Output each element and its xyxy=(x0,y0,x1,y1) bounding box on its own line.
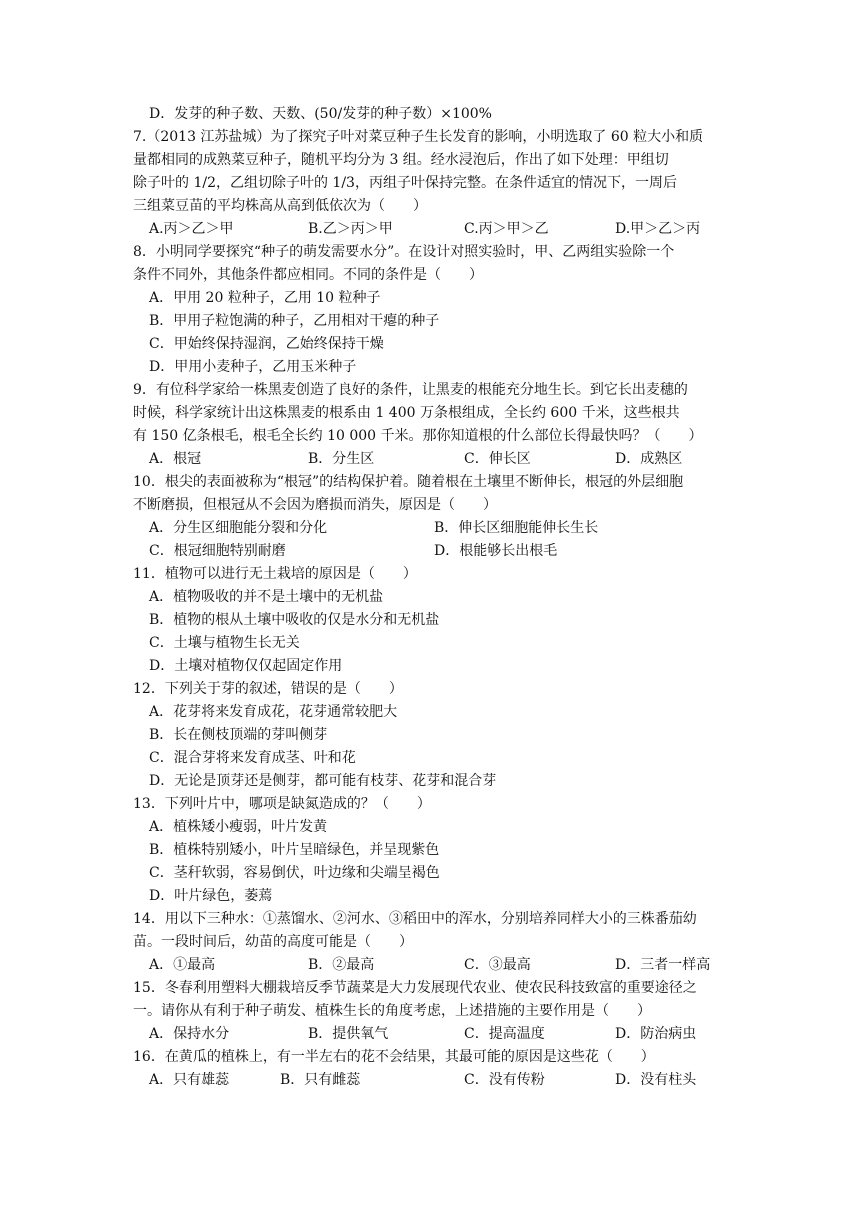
q12-stem: 12．下列关于芽的叙述，错误的是（ ） xyxy=(133,681,403,697)
q7-option-d: D.甲＞乙＞丙 xyxy=(615,221,701,237)
q8-stem-line-2: 条件不同外，其他条件都应相同。不同的条件是（ ） xyxy=(133,267,483,283)
q11-option-d: D．土壤对植物仅仅起固定作用 xyxy=(149,658,343,674)
q14-option-d: D．三者一样高 xyxy=(615,957,711,973)
q7-stem-line-2: 量都相同的成熟菜豆种子，随机平均分为 3 组。经水浸泡后，作出了如下处理：甲组切 xyxy=(133,152,669,168)
q8-stem-line-1: 8．小明同学要探究“种子的萌发需要水分”。在设计对照实验时，甲、乙两组实验除一个 xyxy=(133,244,675,260)
q16-option-a: A．只有雄蕊 xyxy=(149,1072,230,1088)
q10-option-b: B．伸长区细胞能伸长生长 xyxy=(434,520,599,536)
q13-option-d: D．叶片绿色，萎蔫 xyxy=(149,888,273,904)
q8-option-b: B．甲用子粒饱满的种子，乙用相对干瘪的种子 xyxy=(149,313,440,329)
q7-stem-line-1: 7.（2013 江苏盐城）为了探究子叶对菜豆种子生长发育的影响，小明选取了 60 粒大小和质 xyxy=(133,129,704,145)
q13-stem: 13．下列叶片中，哪项是缺氮造成的？（ ） xyxy=(133,796,431,812)
q7-option-a: A.丙＞乙＞甲 xyxy=(149,221,234,237)
q12-option-b: B．长在侧枝顶端的芽叫侧芽 xyxy=(149,727,328,743)
q8-option-c: C．甲始终保持湿润，乙始终保持干燥 xyxy=(149,336,384,352)
q8-option-d: D．甲用小麦种子，乙用玉米种子 xyxy=(149,359,357,375)
q8-option-a: A．甲用 20 粒种子，乙用 10 粒种子 xyxy=(149,290,381,306)
q9-option-d: D．成熟区 xyxy=(615,451,683,467)
q11-option-b: B．植物的根从土壤中吸收的仅是水分和无机盐 xyxy=(149,612,440,628)
q11-option-c: C．土壤与植物生长无关 xyxy=(149,635,300,651)
q15-stem-line-1: 15．冬春利用塑料大棚栽培反季节蔬菜是大力发展现代农业、使农民科技致富的重要途径之 xyxy=(133,980,697,996)
q10-stem-line-2: 不断磨损，但根冠从不会因为磨损而消失，原因是（ ） xyxy=(133,497,497,513)
q7-option-b: B.乙＞丙＞甲 xyxy=(308,221,393,237)
q9-option-c: C．伸长区 xyxy=(464,451,531,467)
q9-stem-line-2: 时候，科学家统计出这株黑麦的根系由 1 400 万条根组成，全长约 600 千米，这些根共 xyxy=(133,405,680,421)
q9-option-b: B．分生区 xyxy=(308,451,375,467)
q9-stem-line-1: 9．有位科学家给一株黑麦创造了良好的条件，让黑麦的根能充分地生长。到它长出麦穗的 xyxy=(133,382,688,398)
q14-stem-line-2: 苗。一段时间后，幼苗的高度可能是（ ） xyxy=(133,934,413,950)
q15-stem-line-2: 一。请你从有利于种子萌发、植株生长的角度考虑，上述措施的主要作用是（ ） xyxy=(133,1003,651,1019)
q13-option-c: C．茎秆软弱，容易倒伏，叶边缘和尖端呈褐色 xyxy=(149,865,440,881)
q15-option-b: B．提供氧气 xyxy=(308,1026,389,1042)
q11-stem: 11．植物可以进行无土栽培的原因是（ ） xyxy=(133,566,417,582)
q16-stem: 16．在黄瓜的植株上，有一半左右的花不会结果，其最可能的原因是这些花（ ） xyxy=(133,1049,655,1065)
q14-option-b: B．②最高 xyxy=(308,957,375,973)
q12-option-d: D．无论是顶芽还是侧芽，都可能有枝芽、花芽和混合芽 xyxy=(149,773,497,789)
q14-option-c: C．③最高 xyxy=(464,957,531,973)
q9-option-a: A．根冠 xyxy=(149,451,202,467)
q10-stem-line-1: 10．根尖的表面被称为“根冠”的结构保护着。随着根在土壤里不断伸长，根冠的外层细胞 xyxy=(133,474,684,490)
q10-option-d: D．根能够长出根毛 xyxy=(434,543,558,559)
q15-option-a: A．保持水分 xyxy=(149,1026,230,1042)
q16-option-b: B．只有雌蕊 xyxy=(280,1072,361,1088)
q12-option-a: A．花芽将来发育成花，花芽通常较肥大 xyxy=(149,704,398,720)
q7-stem-line-3: 除子叶的 1/2，乙组切除子叶的 1/3，丙组子叶保持完整。在条件适宜的情况下，一周后 xyxy=(133,175,677,191)
q15-option-d: D．防治病虫 xyxy=(615,1026,697,1042)
q12-option-c: C．混合芽将来发育成茎、叶和花 xyxy=(149,750,356,766)
q11-option-a: A．植物吸收的并不是土壤中的无机盐 xyxy=(149,589,384,605)
q6-option-d: D．发芽的种子数、天数、(50/发芽的种子数）×100% xyxy=(149,106,492,122)
q14-option-a: A．①最高 xyxy=(149,957,216,973)
q10-option-a: A．分生区细胞能分裂和分化 xyxy=(149,520,328,536)
q13-option-a: A．植株矮小瘦弱，叶片发黄 xyxy=(149,819,328,835)
q13-option-b: B．植株特别矮小，叶片呈暗绿色，并呈现紫色 xyxy=(149,842,440,858)
q7-option-c: C.丙＞甲＞乙 xyxy=(464,221,549,237)
q15-option-c: C．提高温度 xyxy=(464,1026,545,1042)
q7-stem-line-4: 三组菜豆苗的平均株高从高到低依次为（ ） xyxy=(133,198,427,214)
q16-option-c: C．没有传粉 xyxy=(464,1072,545,1088)
q14-stem-line-1: 14．用以下三种水：①蒸馏水、②河水、③稻田中的浑水，分别培养同样大小的三株番茄幼 xyxy=(133,911,697,927)
q16-option-d: D．没有柱头 xyxy=(615,1072,697,1088)
q10-option-c: C．根冠细胞特别耐磨 xyxy=(149,543,286,559)
q9-stem-line-3: 有 150 亿条根毛，根毛全长约 10 000 千米。那你知道根的什么部位长得最快吗？（ ） xyxy=(133,428,703,444)
